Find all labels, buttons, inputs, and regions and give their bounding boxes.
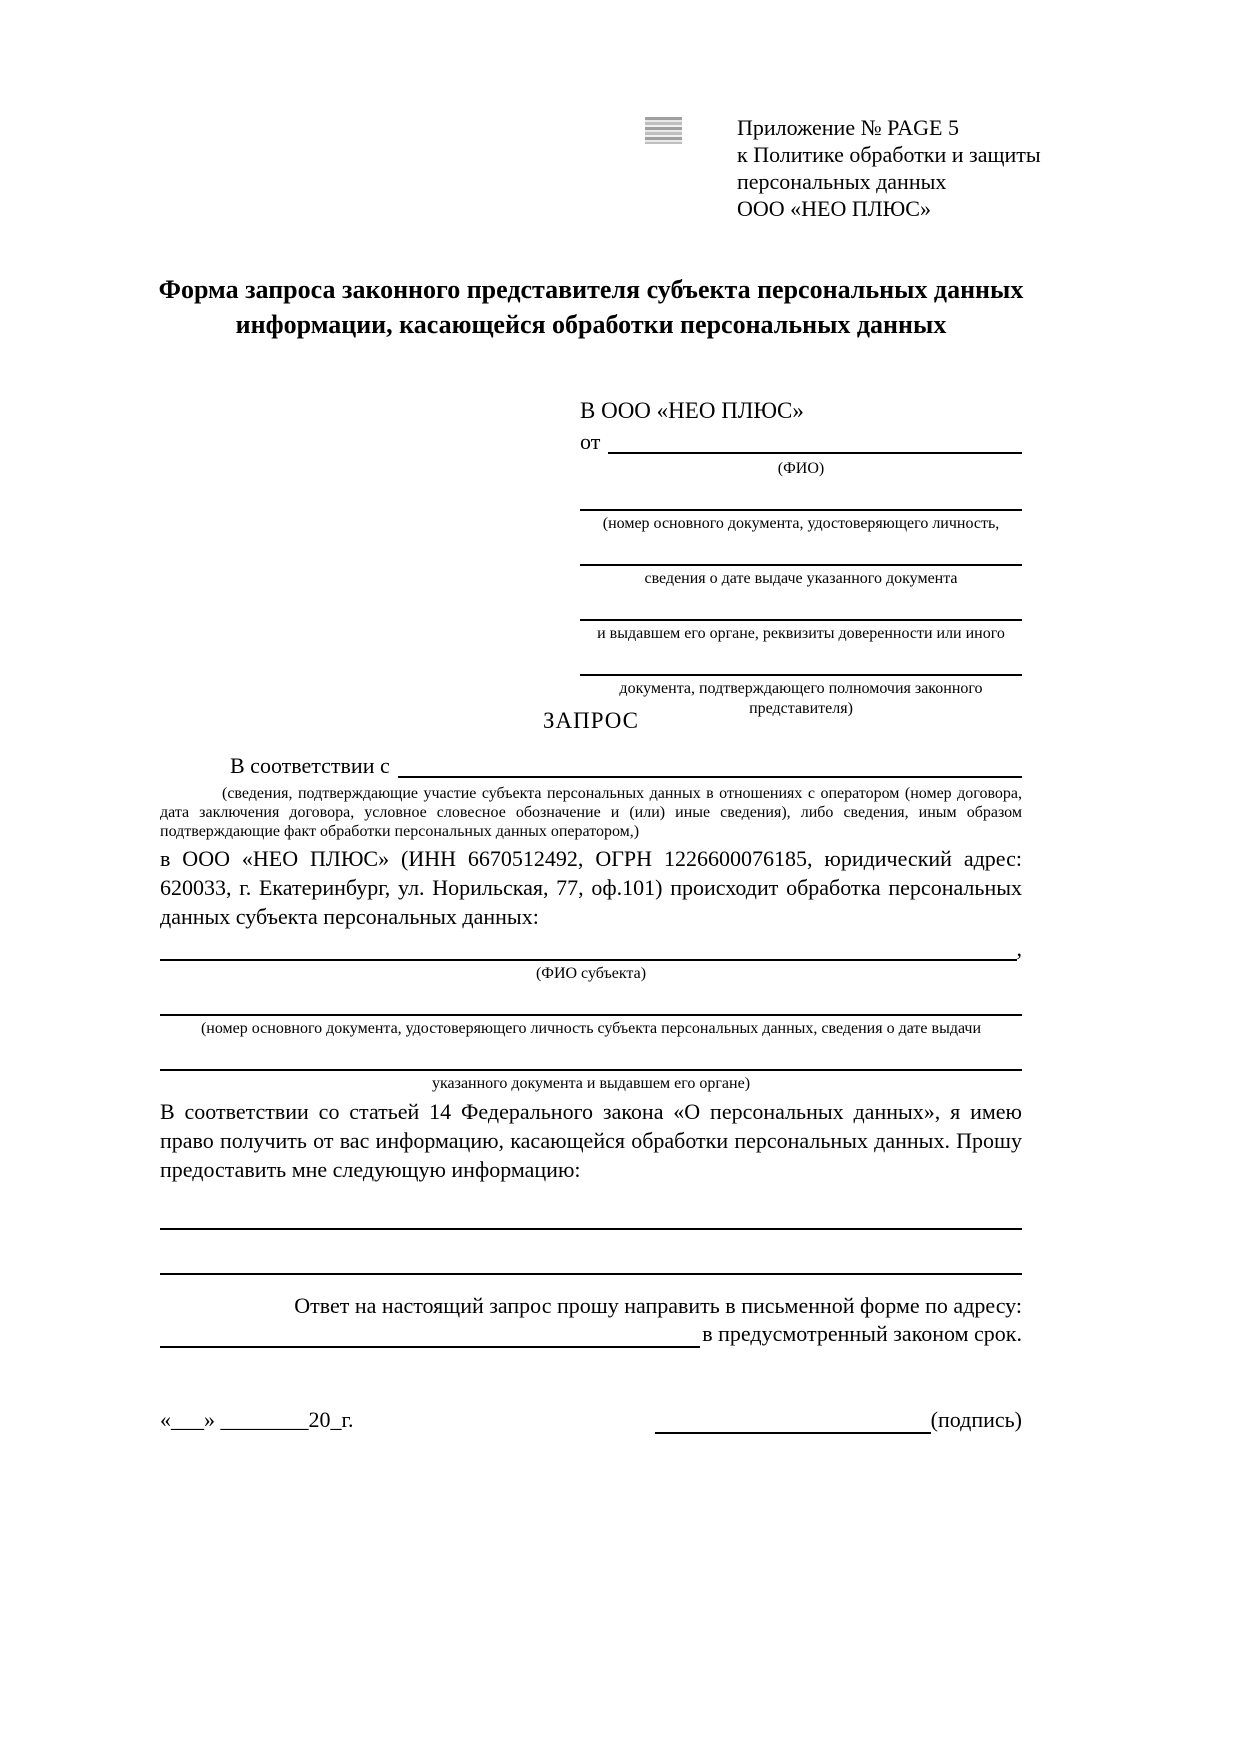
from-label: от — [580, 429, 601, 454]
request-body — [160, 706, 1022, 1434]
signature-caption: (подпись) — [930, 1407, 1022, 1432]
representative-fio-blank-field — [608, 428, 1022, 454]
representative-doc-number-blank-field — [580, 479, 1022, 511]
doc-issue-date-blank-field — [580, 534, 1022, 566]
answer-instruction: Ответ на настоящий запрос прошу направить в письменной форме по адресу: — [294, 1293, 1022, 1318]
doc-number-caption: (номер основного документа, удостоверяющего личность, — [602, 515, 1000, 532]
basis-blank-field — [398, 752, 1022, 778]
operator-paragraph: в ООО «НЕО ПЛЮС» (ИНН 6670512492, ОГРН 1226600076185, юридический адрес: 620033, г. Екатеринбург, ул. Норильская, 77, оф.101) происходит обработка персональных данных субъекта персональных данных: — [160, 846, 1022, 929]
signature-group — [655, 1406, 1022, 1434]
form-title — [150, 272, 1032, 342]
basis-label: В соответствии с — [230, 753, 390, 778]
appendix-number-line: Приложение № PAGE 5 — [737, 115, 959, 140]
date-line: «___» ________20_г. — [160, 1407, 354, 1432]
subject-fio-blank-field — [160, 931, 1017, 961]
answer-address-blank-field — [160, 1322, 700, 1348]
appendix-subject-line: персональных данных — [737, 169, 947, 194]
trailing-comma: , — [1016, 936, 1022, 961]
footer-row — [160, 1406, 1022, 1434]
recipient-company: В ООО «НЕО ПЛЮС» — [580, 398, 804, 423]
doc-issue-date-caption: сведения о дате выдаче указанного документа — [644, 570, 958, 587]
subject-doc-caption-2: указанного документа и выдавшем его органе) — [431, 1075, 751, 1092]
appendix-policy-line: к Политике обработки и защиты — [737, 142, 1041, 167]
issuing-authority-caption: и выдавшем его органе, реквизиты доверенности или иного — [597, 625, 1005, 642]
request-heading: ЗАПРОС — [542, 708, 640, 733]
requested-info-blank-field-2 — [160, 1230, 1022, 1275]
issuing-authority-blank-field — [580, 589, 1022, 621]
small-embedded-image-icon — [645, 117, 682, 144]
fio-caption: (ФИО) — [777, 460, 825, 477]
requested-info-blank-field-1 — [160, 1196, 1022, 1230]
answer-instruction-suffix: в предусмотренный законом срок. — [702, 1321, 1022, 1346]
from-row — [580, 428, 1022, 456]
subject-doc-blank-field-1 — [160, 984, 1022, 1016]
form-title-line1: Форма запроса законного представителя субъекта персональных данных — [158, 275, 1024, 304]
subject-doc-blank-field-2 — [160, 1039, 1022, 1071]
basis-row — [160, 752, 1022, 780]
attorney-doc-caption: документа, подтверждающего полномочия законного представителя) — [619, 680, 983, 717]
subject-doc-caption-1: (номер основного документа, удостоверяющего личность субъекта персональных данных, сведения о дате выдачи — [200, 1020, 982, 1037]
subject-fio-row — [160, 931, 1022, 961]
form-title-line2: информации, касающейся обработки персональных данных — [235, 310, 947, 339]
answer-address-row — [160, 1320, 1022, 1348]
recipient-block — [580, 396, 1022, 719]
appendix-company-line: ООО «НЕО ПЛЮС» — [737, 196, 931, 221]
law-paragraph: В соответствии со статьей 14 Федерального закона «О персональных данных», я имею право получить от вас информацию, касающейся обработки персональных данных. Прошу предоставить мне следующую информацию: — [160, 1099, 1022, 1182]
signature-blank-field — [655, 1408, 931, 1434]
attorney-doc-blank-field — [580, 644, 1022, 676]
subject-fio-caption: (ФИО субъекта) — [535, 965, 647, 982]
basis-fine-print: (сведения, подтверждающие участие субъекта персональных данных в отношениях с оператором (номер договора, дата заключения договора, условное словесное обозначение и (или) иные сведения), либо сведения, иным образом подтверждающие факт обработки персональных данных оператором,) — [160, 785, 1022, 840]
appendix-header — [737, 114, 1041, 222]
